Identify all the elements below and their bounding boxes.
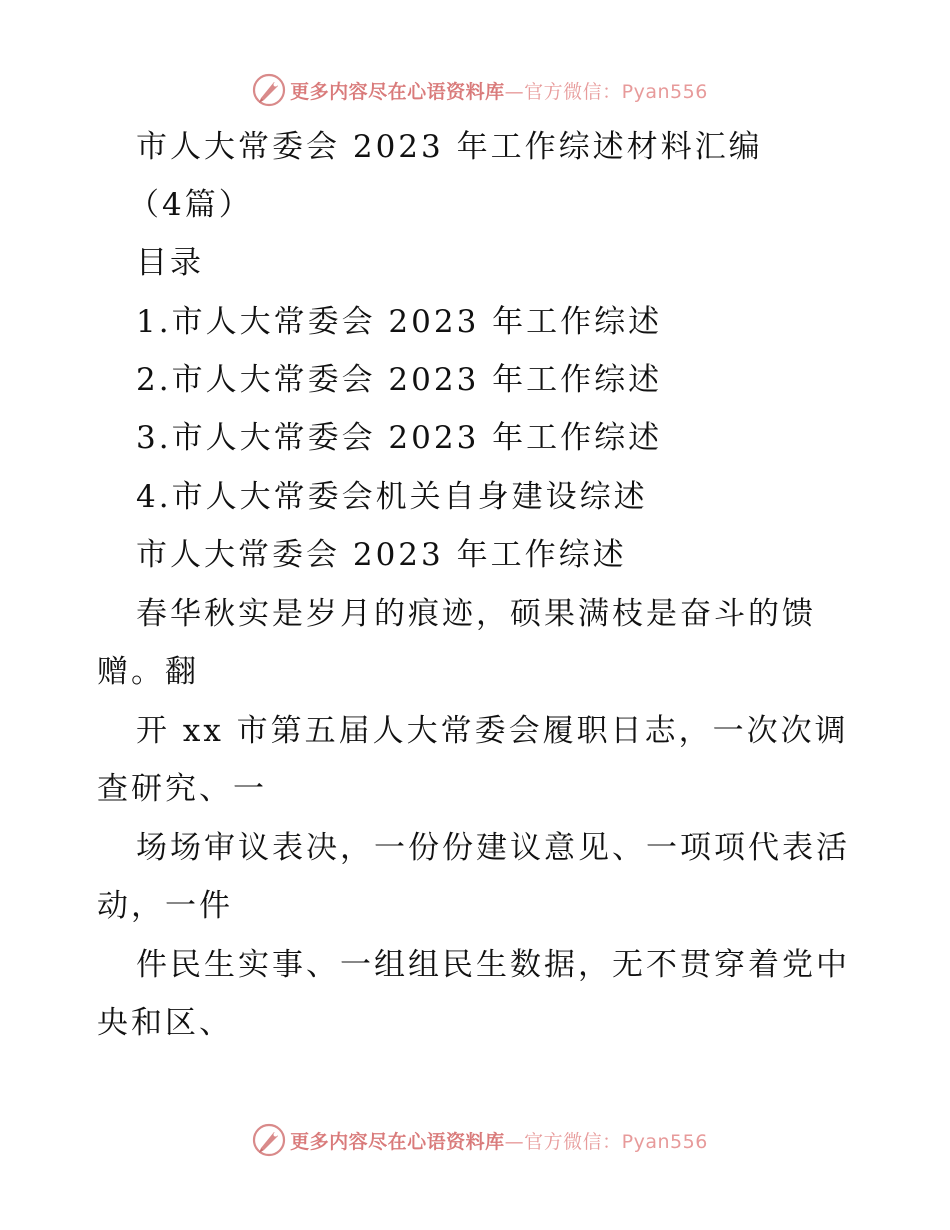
paragraph-3-line-2: 动，一件: [97, 888, 233, 924]
paragraph-1-line-1: 春华秋实是岁月的痕迹，硕果满枝是奋斗的馈: [136, 596, 816, 632]
document-title-line-1: 市人大常委会 2023 年工作综述材料汇编: [136, 129, 763, 165]
pen-nib-logo-icon: [252, 73, 286, 107]
toc-item-2: 2.市人大常委会 2023 年工作综述: [136, 362, 663, 398]
watermark-text: [290, 77, 708, 104]
watermark-tail: 官方微信：Pyan556: [524, 1130, 708, 1153]
paragraph-3-line-1: 场场审议表决，一份份建议意见、一项项代表活: [136, 830, 850, 866]
document-title-line-2: （4篇）: [128, 187, 253, 223]
watermark-brand: 更多内容尽在心语资料库: [290, 1130, 505, 1153]
watermark-dash: —: [504, 1130, 525, 1153]
paragraph-4-line-1: 件民生实事、一组组民生数据，无不贯穿着党中: [136, 947, 850, 983]
paragraph-4-line-2: 央和区、: [97, 1005, 233, 1041]
watermark-brand: 更多内容尽在心语资料库: [290, 80, 505, 103]
watermark-banner-bottom: [0, 1120, 950, 1160]
watermark-dash: —: [504, 80, 525, 103]
paragraph-1-line-2: 赠。翻: [97, 654, 199, 690]
section-title: 市人大常委会 2023 年工作综述: [136, 537, 627, 573]
toc-item-3: 3.市人大常委会 2023 年工作综述: [136, 420, 663, 456]
watermark-banner-top: [0, 70, 950, 110]
toc-item-4: 4.市人大常委会机关自身建设综述: [136, 479, 648, 515]
toc-heading: 目录: [136, 245, 204, 281]
watermark-tail: 官方微信：Pyan556: [524, 80, 708, 103]
toc-item-1: 1.市人大常委会 2023 年工作综述: [136, 304, 663, 340]
watermark-content: [252, 73, 708, 107]
pen-nib-logo-icon: [252, 1123, 286, 1157]
paragraph-2-line-1: 开 xx 市第五届人大常委会履职日志，一次次调: [136, 713, 849, 749]
paragraph-2-line-2: 查研究、一: [97, 771, 267, 807]
watermark-text: [290, 1127, 708, 1154]
watermark-content: [252, 1123, 708, 1157]
